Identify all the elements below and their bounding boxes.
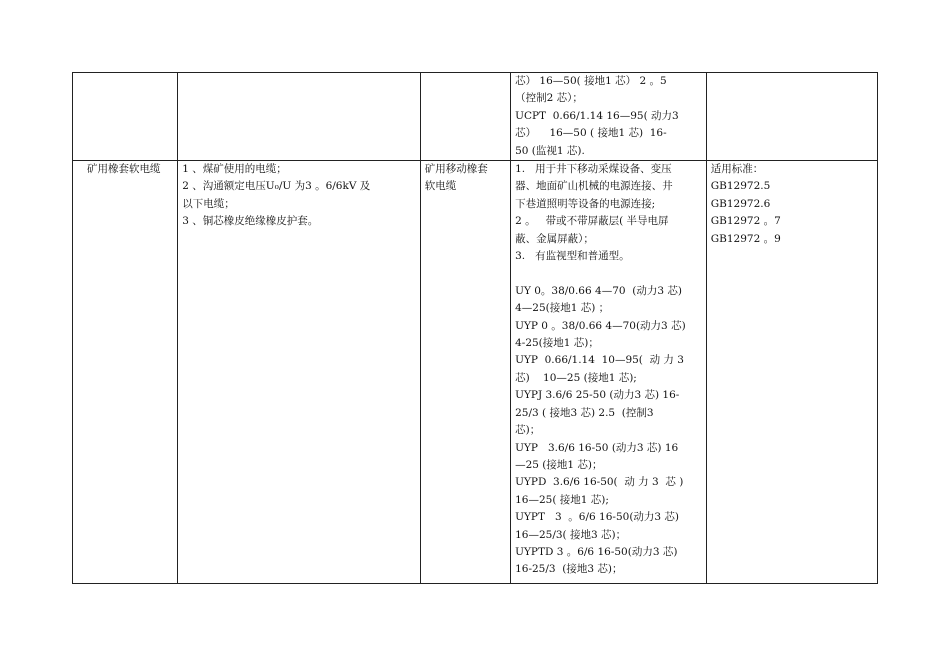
cable-type-name: 矿用橡套软电缆: [87, 163, 161, 176]
features-cell: [178, 161, 420, 584]
model-line: UY 0。38/0.66 4—70 (动力3 芯): [515, 284, 682, 297]
cell-empty: [178, 73, 420, 161]
usage-models-cell: [511, 161, 707, 584]
cell-empty: [706, 73, 877, 161]
model-line: 芯） 16—50( 接地1 芯） 2 。5: [515, 75, 667, 87]
standard-line: GB12972 。7: [710, 215, 781, 228]
table-row: [73, 73, 878, 161]
usage-line: 2 。 带或不带屏蔽层( 半导电屏: [515, 215, 669, 228]
model-line: UYPJ 3.6/6 25-50 (动力3 芯) 16-: [515, 389, 680, 402]
cell-empty: [420, 73, 510, 161]
standards-cell: [706, 161, 877, 584]
product-cell: [420, 161, 510, 584]
usage-line: 器、地面矿山机械的电源连接、井: [515, 180, 673, 193]
model-line: UYP 0.66/1.14 10—95( 动 力 3: [515, 354, 684, 367]
model-line: （控制2 芯）；: [515, 92, 583, 105]
model-line: 16-25/3 (接地3 芯)；: [515, 563, 623, 576]
cell-empty: [73, 73, 178, 161]
model-line: UYPD 3.6/6 16-50( 动 力 3 芯 ): [515, 476, 684, 489]
table-row: [73, 161, 878, 584]
model-line: UYP 0 。38/0.66 4—70(动力3 芯): [515, 319, 686, 332]
model-line: UCPT 0.66/1.14 16—95( 动力3: [515, 109, 679, 122]
model-line: 16—25/3( 接地3 芯)；: [515, 528, 627, 541]
model-line: 50 (监视1 芯).: [515, 144, 585, 157]
model-line: UYPT 3 。6/6 16-50(动力3 芯): [515, 511, 680, 524]
usage-line: 下巷道照明等设备的电源连接;: [515, 197, 656, 210]
standard-line: GB12972.5: [710, 180, 771, 193]
models-cell-continued: [511, 73, 707, 161]
model-line: 16—25( 接地1 芯);: [515, 493, 609, 506]
product-line: 软电缆: [424, 180, 457, 193]
usage-line: 1. 用于井下移动采煤设备、变压: [515, 163, 672, 176]
usage-line: 蔽、金属屏蔽）；: [515, 232, 594, 245]
standard-line: GB12972.6: [710, 197, 771, 210]
feature-line: 以下电缆；: [182, 197, 235, 210]
standard-line: GB12972 。9: [710, 232, 781, 245]
model-line: 4—25(接地1 芯) ；: [515, 302, 610, 315]
feature-line: 3 、铜芯橡皮绝缘橡皮护套。: [182, 215, 319, 228]
model-line: 芯) 10—25 (接地1 芯);: [515, 371, 637, 384]
feature-line: 1 、煤矿使用的电缆；: [182, 163, 287, 176]
model-line: 芯） 16—50 ( 接地1 芯) 16-: [515, 127, 667, 140]
spec-table: [72, 72, 878, 584]
model-line: 芯)；: [515, 424, 541, 437]
model-line: UYP 3.6/6 16-50 (动力3 芯) 16: [515, 441, 679, 454]
blank-line: [515, 265, 702, 282]
usage-line: 3. 有监视型和普通型。: [515, 250, 630, 263]
product-line: 矿用移动橡套: [424, 163, 488, 176]
standard-line: 适用标准：: [710, 163, 764, 176]
model-line: UYPTD 3 。6/6 16-50(动力3 芯): [515, 545, 678, 558]
model-line: 4-25(接地1 芯)；: [515, 337, 599, 350]
model-line: 25/3 ( 接地3 芯) 2.5 (控制3: [515, 406, 654, 419]
cable-type-cell: [73, 161, 178, 584]
model-line: —25 (接地1 芯)；: [515, 458, 603, 471]
feature-line: 2 、沟通额定电压U₀/U 为3 。6/6kV 及: [182, 180, 371, 193]
